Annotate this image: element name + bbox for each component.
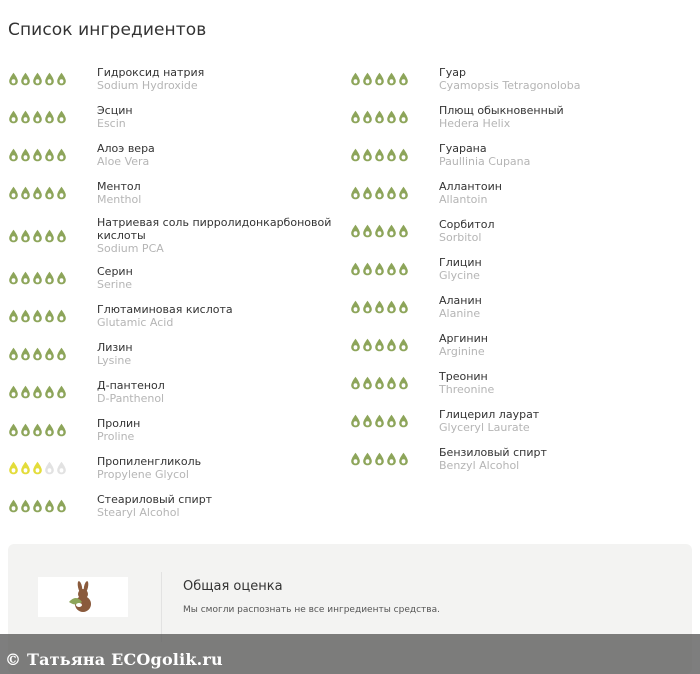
rating-drop-icon	[350, 186, 361, 200]
ingredient-item[interactable]	[8, 335, 348, 373]
rating-drop-icon	[362, 72, 373, 86]
safety-rating	[8, 385, 97, 399]
ingredient-name-en: Hedera Helix	[439, 117, 511, 130]
rating-drop-icon	[56, 461, 67, 475]
rating-drop-icon	[386, 338, 397, 352]
ingredient-name-en: Proline	[97, 430, 135, 443]
rating-drop-icon	[362, 110, 373, 124]
rating-drop-icon	[350, 300, 361, 314]
watermark-text: © Татьяна ECOgolik.ru	[5, 650, 223, 669]
rating-drop-icon	[8, 499, 19, 513]
safety-rating	[8, 423, 97, 437]
ingredient-names	[439, 180, 502, 206]
ingredient-name-ru: Серин	[97, 265, 133, 278]
ingredient-name-en: Alanine	[439, 307, 481, 320]
ingredient-name-en: Sorbitol	[439, 231, 482, 244]
safety-rating	[350, 300, 439, 314]
rating-drop-icon	[44, 499, 55, 513]
rating-drop-icon	[362, 262, 373, 276]
rating-drop-icon	[398, 414, 409, 428]
rating-drop-icon	[56, 385, 67, 399]
rating-drop-icon	[386, 224, 397, 238]
ingredient-names	[97, 303, 233, 329]
ingredient-item[interactable]	[8, 297, 348, 335]
rating-drop-icon	[362, 452, 373, 466]
ingredient-column-left	[8, 60, 348, 525]
rating-drop-icon	[32, 72, 43, 86]
rating-drop-icon	[8, 271, 19, 285]
ingredient-name-en: Benzyl Alcohol	[439, 459, 520, 472]
rating-drop-icon	[374, 224, 385, 238]
ingredient-names	[439, 218, 495, 244]
rating-drop-icon	[350, 338, 361, 352]
ingredient-name-ru: Д-пантенол	[97, 379, 165, 392]
ingredient-names	[439, 294, 482, 320]
brand-logo	[38, 577, 128, 617]
rating-drop-icon	[386, 414, 397, 428]
ingredient-names	[97, 216, 348, 255]
ingredient-name-ru: Гидроксид натрия	[97, 66, 205, 79]
safety-rating	[8, 461, 97, 475]
ingredient-name-ru: Сорбитол	[439, 218, 495, 231]
ingredient-item[interactable]	[350, 250, 690, 288]
safety-rating	[350, 414, 439, 428]
rating-drop-icon	[32, 148, 43, 162]
safety-rating	[350, 110, 439, 124]
rating-drop-icon	[386, 376, 397, 390]
rating-drop-icon	[350, 110, 361, 124]
rating-drop-icon	[44, 347, 55, 361]
rating-drop-icon	[350, 262, 361, 276]
rating-drop-icon	[56, 148, 67, 162]
ingredient-item[interactable]	[8, 98, 348, 136]
summary-title: Общая оценка	[183, 579, 283, 594]
page-title: Список ингредиентов	[8, 20, 207, 40]
rating-drop-icon	[44, 148, 55, 162]
ingredient-names	[439, 142, 530, 168]
rating-drop-icon	[56, 499, 67, 513]
rating-drop-icon	[362, 338, 373, 352]
ingredient-name-en: Arginine	[439, 345, 485, 358]
ingredient-name-en: Menthol	[97, 193, 142, 206]
ingredient-name-en: Escin	[97, 117, 126, 130]
rating-drop-icon	[398, 186, 409, 200]
ingredient-names	[439, 408, 539, 434]
safety-rating	[8, 186, 97, 200]
rating-drop-icon	[32, 271, 43, 285]
ingredient-item[interactable]	[350, 212, 690, 250]
rating-drop-icon	[20, 347, 31, 361]
safety-rating	[350, 338, 439, 352]
ingredient-item[interactable]	[8, 136, 348, 174]
safety-rating	[8, 309, 97, 323]
ingredient-names	[97, 341, 133, 367]
rating-drop-icon	[374, 338, 385, 352]
rabbit-logo-icon	[66, 580, 100, 614]
rating-drop-icon	[44, 385, 55, 399]
rating-drop-icon	[20, 186, 31, 200]
rating-drop-icon	[374, 186, 385, 200]
ingredient-name-en: Threonine	[439, 383, 495, 396]
ingredient-name-ru: Аргинин	[439, 332, 488, 345]
ingredient-name-ru: Натриевая соль пирролидонкарбоновой кислоты	[97, 216, 332, 242]
rating-drop-icon	[32, 347, 43, 361]
rating-drop-icon	[20, 229, 31, 243]
ingredient-item[interactable]	[350, 402, 690, 440]
rating-drop-icon	[56, 229, 67, 243]
rating-drop-icon	[44, 186, 55, 200]
safety-rating	[8, 347, 97, 361]
rating-drop-icon	[398, 300, 409, 314]
safety-rating	[8, 499, 97, 513]
rating-drop-icon	[398, 452, 409, 466]
ingredient-name-ru: Глицин	[439, 256, 482, 269]
ingredient-names	[97, 66, 204, 92]
ingredient-names	[439, 370, 494, 396]
ingredient-name-ru: Стеариловый спирт	[97, 493, 213, 506]
rating-drop-icon	[398, 72, 409, 86]
rating-drop-icon	[350, 452, 361, 466]
ingredient-name-ru: Ментол	[97, 180, 141, 193]
ingredient-name-en: Glutamic Acid	[97, 316, 174, 329]
ingredient-name-ru: Лизин	[97, 341, 133, 354]
rating-drop-icon	[8, 423, 19, 437]
rating-drop-icon	[386, 186, 397, 200]
ingredient-name-ru: Глютаминовая кислота	[97, 303, 233, 316]
ingredient-names	[97, 493, 212, 519]
rating-drop-icon	[8, 229, 19, 243]
safety-rating	[8, 72, 97, 86]
rating-drop-icon	[56, 110, 67, 124]
rating-drop-icon	[8, 385, 19, 399]
rating-drop-icon	[350, 72, 361, 86]
rating-drop-icon	[374, 110, 385, 124]
ingredient-name-en: Sodium Hydroxide	[97, 79, 198, 92]
rating-drop-icon	[350, 376, 361, 390]
safety-rating	[350, 376, 439, 390]
rating-drop-icon	[44, 72, 55, 86]
safety-rating	[350, 452, 439, 466]
rating-drop-icon	[374, 300, 385, 314]
ingredient-name-en: Paullinia Cupana	[439, 155, 531, 168]
ingredient-name-en: Propylene Glycol	[97, 468, 189, 481]
ingredient-item[interactable]	[8, 174, 348, 212]
rating-drop-icon	[386, 72, 397, 86]
ingredient-item[interactable]	[8, 373, 348, 411]
rating-drop-icon	[374, 414, 385, 428]
ingredient-column-right	[350, 60, 690, 478]
rating-drop-icon	[398, 110, 409, 124]
rating-drop-icon	[362, 376, 373, 390]
rating-drop-icon	[44, 423, 55, 437]
safety-rating	[8, 110, 97, 124]
rating-drop-icon	[374, 72, 385, 86]
ingredient-name-ru: Аланин	[439, 294, 482, 307]
ingredient-name-en: Serine	[97, 278, 133, 291]
rating-drop-icon	[20, 499, 31, 513]
rating-drop-icon	[374, 452, 385, 466]
rating-drop-icon	[398, 376, 409, 390]
ingredient-names	[97, 455, 201, 481]
rating-drop-icon	[8, 148, 19, 162]
ingredient-name-en: Allantoin	[439, 193, 488, 206]
ingredient-item[interactable]	[350, 326, 690, 364]
rating-drop-icon	[32, 229, 43, 243]
rating-drop-icon	[56, 347, 67, 361]
ingredient-names	[97, 104, 133, 130]
ingredient-names	[439, 104, 564, 130]
ingredient-item[interactable]	[350, 174, 690, 212]
ingredient-name-ru: Треонин	[439, 370, 488, 383]
ingredient-names	[439, 446, 547, 472]
ingredient-names	[439, 332, 488, 358]
rating-drop-icon	[32, 499, 43, 513]
rating-drop-icon	[398, 262, 409, 276]
rating-drop-icon	[44, 229, 55, 243]
rating-drop-icon	[44, 461, 55, 475]
summary-divider	[161, 572, 162, 642]
ingredient-item[interactable]	[350, 60, 690, 98]
ingredient-name-ru: Пролин	[97, 417, 141, 430]
safety-rating	[350, 72, 439, 86]
ingredient-name-ru: Алоэ вера	[97, 142, 155, 155]
safety-rating	[350, 148, 439, 162]
ingredient-name-en: Stearyl Alcohol	[97, 506, 180, 519]
ingredient-name-ru: Аллантоин	[439, 180, 502, 193]
rating-drop-icon	[20, 72, 31, 86]
ingredient-name-ru: Гуарана	[439, 142, 487, 155]
ingredient-names	[97, 379, 165, 405]
rating-drop-icon	[32, 461, 43, 475]
ingredient-names	[439, 256, 482, 282]
rating-drop-icon	[20, 148, 31, 162]
rating-drop-icon	[8, 72, 19, 86]
ingredient-name-en: Cyamopsis Tetragonoloba	[439, 79, 581, 92]
rating-drop-icon	[8, 186, 19, 200]
ingredient-name-en: Lysine	[97, 354, 132, 367]
rating-drop-icon	[398, 338, 409, 352]
ingredient-name-ru: Эсцин	[97, 104, 133, 117]
ingredient-item[interactable]	[8, 449, 348, 487]
rating-drop-icon	[8, 309, 19, 323]
safety-rating	[350, 262, 439, 276]
safety-rating	[8, 148, 97, 162]
ingredient-names	[439, 66, 581, 92]
safety-rating	[350, 186, 439, 200]
rating-drop-icon	[386, 300, 397, 314]
ingredient-item[interactable]	[350, 364, 690, 402]
safety-rating	[8, 271, 97, 285]
ingredient-name-en: Glycine	[439, 269, 480, 282]
rating-drop-icon	[44, 271, 55, 285]
ingredient-item[interactable]	[8, 411, 348, 449]
ingredient-item[interactable]	[8, 212, 348, 259]
rating-drop-icon	[350, 224, 361, 238]
ingredient-item[interactable]	[8, 259, 348, 297]
rating-drop-icon	[32, 385, 43, 399]
rating-drop-icon	[374, 148, 385, 162]
rating-drop-icon	[386, 110, 397, 124]
rating-drop-icon	[32, 423, 43, 437]
rating-drop-icon	[56, 72, 67, 86]
rating-drop-icon	[374, 376, 385, 390]
rating-drop-icon	[44, 309, 55, 323]
ingredient-item[interactable]	[350, 440, 690, 478]
rating-drop-icon	[386, 148, 397, 162]
rating-drop-icon	[350, 414, 361, 428]
rating-drop-icon	[20, 271, 31, 285]
summary-text: Мы смогли распознать не все ингредиенты средства.	[183, 605, 440, 615]
ingredient-item[interactable]	[350, 288, 690, 326]
rating-drop-icon	[8, 110, 19, 124]
rating-drop-icon	[362, 300, 373, 314]
rating-drop-icon	[350, 148, 361, 162]
ingredient-item[interactable]	[8, 60, 348, 98]
ingredient-names	[97, 142, 155, 168]
rating-drop-icon	[8, 461, 19, 475]
safety-rating	[8, 229, 97, 243]
rating-drop-icon	[386, 452, 397, 466]
rating-drop-icon	[32, 110, 43, 124]
ingredient-item[interactable]	[8, 487, 348, 525]
rating-drop-icon	[20, 423, 31, 437]
ingredient-name-ru: Пропиленгликоль	[97, 455, 202, 468]
rating-drop-icon	[56, 271, 67, 285]
ingredient-name-en: Sodium PCA	[97, 242, 164, 255]
rating-drop-icon	[362, 186, 373, 200]
ingredient-name-ru: Плющ обыкновенный	[439, 104, 564, 117]
ingredient-name-ru: Гуар	[439, 66, 466, 79]
safety-rating	[350, 224, 439, 238]
ingredient-names	[97, 180, 141, 206]
ingredient-item[interactable]	[350, 98, 690, 136]
ingredient-item[interactable]	[350, 136, 690, 174]
rating-drop-icon	[56, 309, 67, 323]
rating-drop-icon	[20, 385, 31, 399]
ingredient-name-en: Aloe Vera	[97, 155, 150, 168]
rating-drop-icon	[374, 262, 385, 276]
rating-drop-icon	[362, 148, 373, 162]
rating-drop-icon	[8, 347, 19, 361]
rating-drop-icon	[32, 309, 43, 323]
rating-drop-icon	[362, 414, 373, 428]
ingredient-name-ru: Бензиловый спирт	[439, 446, 547, 459]
rating-drop-icon	[56, 423, 67, 437]
rating-drop-icon	[398, 224, 409, 238]
rating-drop-icon	[362, 224, 373, 238]
rating-drop-icon	[44, 110, 55, 124]
ingredient-name-ru: Глицерил лаурат	[439, 408, 540, 421]
ingredient-name-en: Glyceryl Laurate	[439, 421, 530, 434]
rating-drop-icon	[20, 309, 31, 323]
rating-drop-icon	[32, 186, 43, 200]
ingredient-name-en: D-Panthenol	[97, 392, 165, 405]
rating-drop-icon	[20, 110, 31, 124]
rating-drop-icon	[56, 186, 67, 200]
ingredient-names	[97, 265, 133, 291]
rating-drop-icon	[20, 461, 31, 475]
rating-drop-icon	[386, 262, 397, 276]
rating-drop-icon	[398, 148, 409, 162]
ingredient-names	[97, 417, 140, 443]
